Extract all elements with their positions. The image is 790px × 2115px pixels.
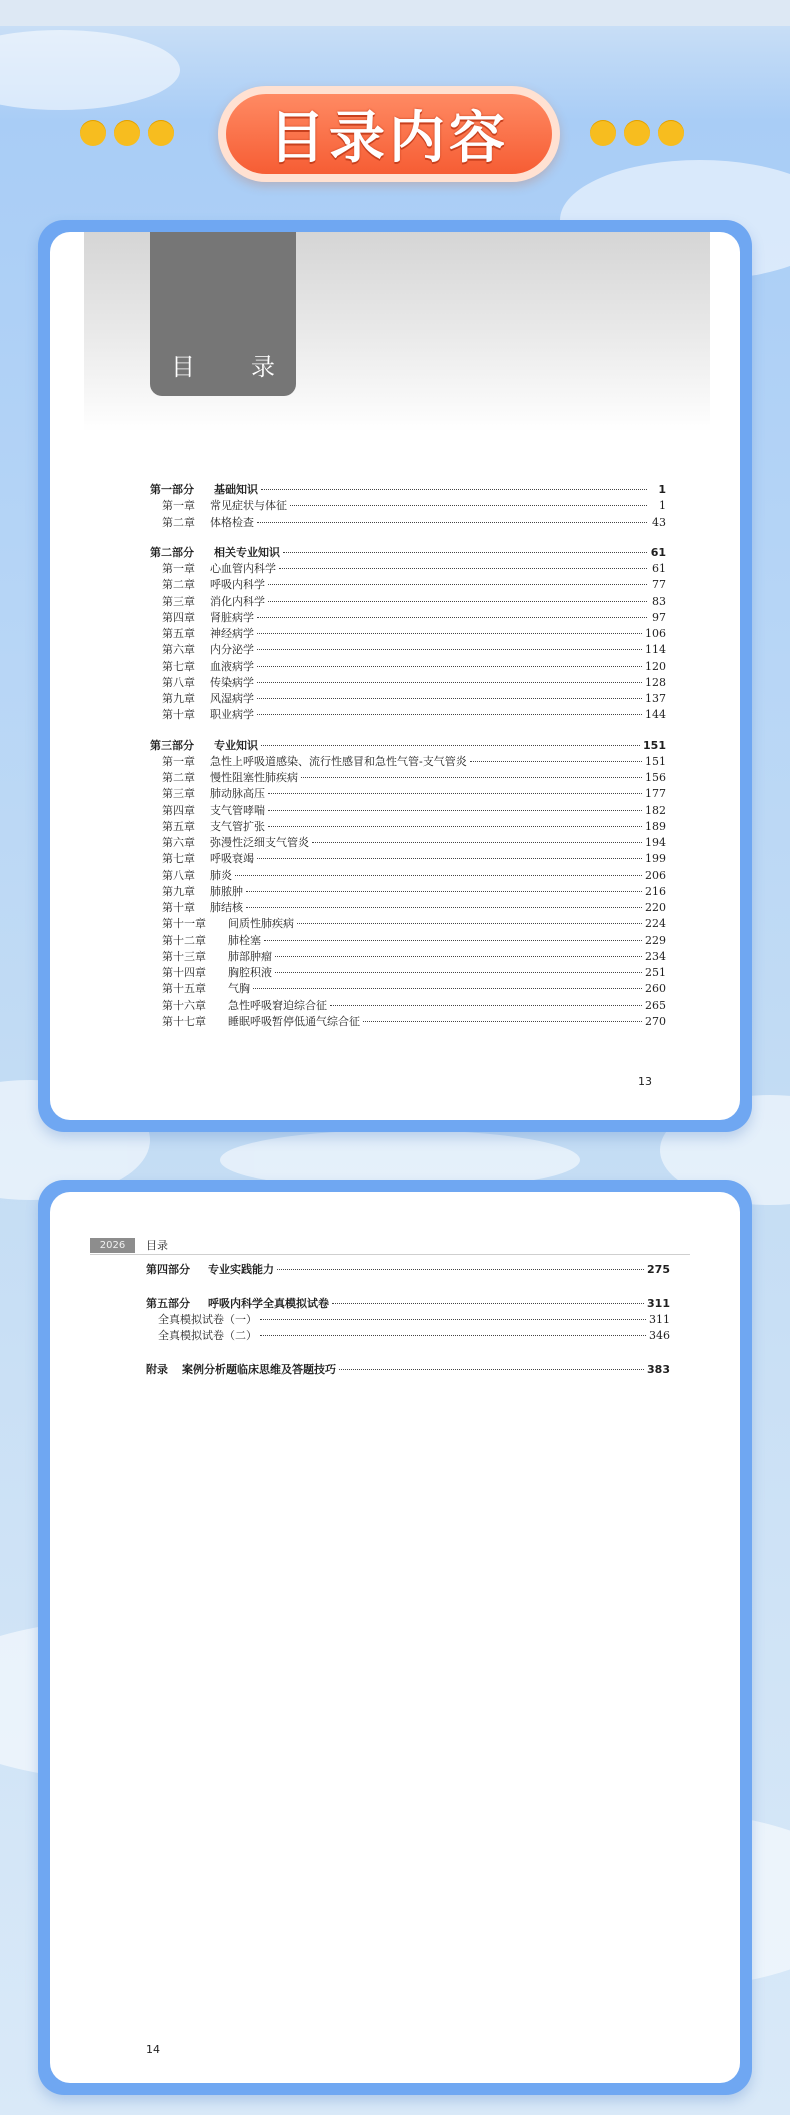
toc-list-page-2 xyxy=(146,1262,670,1382)
entry-number: 第二章 xyxy=(162,771,195,784)
entry-number: 第三章 xyxy=(162,594,195,608)
toc-chapter-row xyxy=(150,803,666,819)
toc-chapter-row xyxy=(150,933,666,949)
entry-page: 114 xyxy=(645,643,666,657)
entry-page: 270 xyxy=(645,1014,666,1028)
dot-leader xyxy=(260,1319,646,1320)
dot-leader xyxy=(257,714,642,715)
dot-leader xyxy=(257,617,647,618)
entry-page: 83 xyxy=(652,594,666,608)
entry-title: 支气管哮喘 xyxy=(210,803,265,817)
toc-section-row xyxy=(150,482,666,498)
entry-title: 间质性肺疾病 xyxy=(228,917,294,931)
entry-title: 相关专业知识 xyxy=(214,545,280,559)
dot-leader xyxy=(268,826,642,827)
entry-page: 182 xyxy=(645,803,666,817)
entry-title: 肺脓肿 xyxy=(210,884,243,898)
entry-page: 346 xyxy=(649,1329,670,1342)
toc-chapter-row xyxy=(150,610,666,626)
dot-leader xyxy=(332,1303,644,1304)
toc-heading: 目 录 xyxy=(171,353,291,381)
entry-page: 1 xyxy=(659,499,666,513)
entry-number: 第十五章 xyxy=(162,982,206,996)
decor-dots-left xyxy=(80,120,174,146)
dot-leader xyxy=(264,940,642,941)
entry-number: 第十一章 xyxy=(162,917,206,931)
toc-chapter-row xyxy=(150,998,666,1014)
dot-decoration xyxy=(590,120,616,146)
entry-title: 消化内科学 xyxy=(210,594,265,608)
entry-title: 心血管内科学 xyxy=(210,562,276,575)
dot-leader xyxy=(297,923,642,924)
page-number: 14 xyxy=(146,2043,160,2056)
entry-page: 275 xyxy=(647,1263,670,1276)
entry-title: 肺动脉高压 xyxy=(210,787,265,801)
entry-number: 第一章 xyxy=(162,562,195,575)
entry-page: 61 xyxy=(650,545,666,559)
entry-page: 199 xyxy=(645,852,666,866)
entry-number: 第六章 xyxy=(162,836,195,849)
entry-number: 第十二章 xyxy=(162,933,206,947)
dot-decoration xyxy=(624,120,650,146)
dot-leader xyxy=(260,1335,646,1336)
entry-title: 全真模拟试卷（一） xyxy=(158,1313,257,1326)
toc-chapter-row xyxy=(150,498,666,514)
year-tag: 2026 xyxy=(90,1238,135,1253)
entry-title: 呼吸衰竭 xyxy=(210,852,254,866)
entry-page: 234 xyxy=(645,949,666,963)
dot-leader xyxy=(257,858,642,859)
entry-number: 第九章 xyxy=(162,692,195,705)
entry-number: 第十六章 xyxy=(162,998,206,1012)
toc-entry-row xyxy=(146,1328,670,1344)
entry-page: 194 xyxy=(645,836,666,849)
entry-number: 第二部分 xyxy=(150,545,194,559)
entry-title: 支气管扩张 xyxy=(210,819,265,833)
toc-section-row xyxy=(150,738,666,754)
entry-page: 106 xyxy=(645,627,666,640)
entry-number: 第五部分 xyxy=(146,1297,190,1310)
decor-dots-right xyxy=(590,120,684,146)
toc-entry-row xyxy=(146,1362,670,1378)
toc-page-1 xyxy=(50,232,740,1120)
toc-chapter-row xyxy=(150,754,666,770)
toc-chapter-row xyxy=(150,851,666,867)
title-banner xyxy=(218,86,560,182)
entry-title: 气胸 xyxy=(228,982,250,996)
toc-chapter-row xyxy=(150,659,666,675)
dot-leader xyxy=(363,1021,642,1022)
entry-number: 第一部分 xyxy=(150,483,194,496)
dot-leader xyxy=(257,666,642,667)
entry-title: 基础知识 xyxy=(214,483,258,496)
entry-page: 260 xyxy=(645,982,666,996)
toc-chapter-row xyxy=(150,835,666,851)
dot-leader xyxy=(277,1269,644,1270)
dot-leader xyxy=(330,1005,642,1006)
entry-number: 第四章 xyxy=(162,803,195,817)
entry-page: 1 xyxy=(658,483,666,496)
toc-chapter-row xyxy=(150,594,666,610)
entry-page: 216 xyxy=(645,884,666,898)
toc-chapter-row xyxy=(150,981,666,997)
entry-title: 神经病学 xyxy=(210,627,254,640)
dot-leader xyxy=(339,1369,644,1370)
entry-number: 第十四章 xyxy=(162,966,206,979)
dot-leader xyxy=(279,568,647,569)
dot-leader xyxy=(261,489,647,490)
entry-page: 156 xyxy=(645,771,666,784)
toc-chapter-row xyxy=(150,691,666,707)
toc-entry-row xyxy=(146,1296,670,1312)
running-header: 目录 xyxy=(146,1239,168,1252)
toc-chapter-row xyxy=(150,965,666,981)
entry-title: 慢性阻塞性肺疾病 xyxy=(210,771,298,784)
entry-number: 第九章 xyxy=(162,884,195,898)
page-number: 13 xyxy=(638,1075,652,1088)
entry-title: 肺炎 xyxy=(210,868,232,882)
toc-page-2 xyxy=(50,1192,740,2083)
header-divider xyxy=(90,1254,690,1255)
entry-page: 77 xyxy=(652,578,666,592)
toc-chapter-row xyxy=(150,707,666,723)
entry-title: 急性呼吸窘迫综合征 xyxy=(228,998,327,1012)
toc-entry-row xyxy=(146,1312,670,1328)
toc-entry-row xyxy=(146,1262,670,1278)
dot-leader xyxy=(301,777,642,778)
entry-page: 251 xyxy=(645,966,666,979)
toc-chapter-row xyxy=(150,577,666,593)
entry-number: 第二章 xyxy=(162,515,195,529)
entry-page: 265 xyxy=(645,998,666,1012)
dot-leader xyxy=(257,522,647,523)
entry-page: 220 xyxy=(645,901,666,914)
toc-list-page-1 xyxy=(150,482,666,1028)
entry-title: 急性上呼吸道感染、流行性感冒和急性气管-支气管炎 xyxy=(210,754,467,768)
toc-chapter-row xyxy=(150,868,666,884)
toc-chapter-row xyxy=(150,949,666,965)
entry-page: 177 xyxy=(645,787,666,801)
dot-leader xyxy=(268,793,642,794)
toc-section-row xyxy=(150,545,666,561)
dot-leader xyxy=(290,505,647,506)
entry-page: 120 xyxy=(645,659,666,673)
entry-number: 第七章 xyxy=(162,852,195,866)
entry-number: 第十三章 xyxy=(162,949,206,963)
entry-title: 常见症状与体征 xyxy=(210,499,287,513)
entry-title: 肺结核 xyxy=(210,901,243,914)
entry-title: 肺栓塞 xyxy=(228,933,261,947)
entry-number: 第六章 xyxy=(162,643,195,657)
entry-title: 案例分析题临床思维及答题技巧 xyxy=(182,1363,336,1376)
toc-chapter-row xyxy=(150,561,666,577)
entry-title: 睡眠呼吸暂停低通气综合征 xyxy=(228,1014,360,1028)
entry-number: 第五章 xyxy=(162,819,195,833)
dot-leader xyxy=(246,907,642,908)
entry-number: 第三章 xyxy=(162,787,195,801)
heading-tab xyxy=(150,232,296,396)
dot-leader xyxy=(275,972,642,973)
entry-title: 呼吸内科学 xyxy=(210,578,265,592)
banner-title: 目录内容 xyxy=(269,106,509,171)
dot-leader xyxy=(268,584,647,585)
entry-number: 第十章 xyxy=(162,901,195,914)
entry-page: 383 xyxy=(647,1363,670,1376)
entry-number: 第一章 xyxy=(162,499,195,513)
toc-chapter-row xyxy=(150,900,666,916)
entry-number: 第三部分 xyxy=(150,738,194,752)
entry-title: 肾脏病学 xyxy=(210,610,254,624)
entry-page: 206 xyxy=(645,868,666,882)
entry-number: 第十章 xyxy=(162,708,195,722)
entry-title: 血液病学 xyxy=(210,659,254,673)
dot-leader xyxy=(253,988,642,989)
toc-chapter-row xyxy=(150,819,666,835)
toc-chapter-row xyxy=(150,1014,666,1030)
dot-leader xyxy=(257,698,642,699)
dot-leader xyxy=(246,891,642,892)
entry-number: 第八章 xyxy=(162,675,195,689)
entry-title: 专业知识 xyxy=(214,738,258,752)
toc-page-card-2 xyxy=(38,1180,752,2095)
toc-chapter-row xyxy=(150,626,666,642)
entry-page: 311 xyxy=(649,1313,670,1326)
toc-chapter-row xyxy=(150,675,666,691)
entry-title: 传染病学 xyxy=(210,675,254,689)
entry-title: 弥漫性泛细支气管炎 xyxy=(210,836,309,849)
entry-title: 风湿病学 xyxy=(210,692,254,705)
entry-title: 专业实践能力 xyxy=(208,1263,274,1276)
entry-number: 第一章 xyxy=(162,754,195,768)
entry-page: 224 xyxy=(645,917,666,931)
entry-title: 全真模拟试卷（二） xyxy=(158,1329,257,1342)
dot-leader xyxy=(261,745,640,746)
entry-number: 第八章 xyxy=(162,868,195,882)
dot-leader xyxy=(257,633,642,634)
dot-leader xyxy=(275,956,642,957)
dot-leader xyxy=(268,601,647,602)
dot-leader xyxy=(235,875,642,876)
title-banner-inner xyxy=(226,94,552,174)
entry-title: 呼吸内科学全真模拟试卷 xyxy=(208,1297,329,1310)
toc-chapter-row xyxy=(150,515,666,531)
dot-leader xyxy=(283,552,647,553)
dot-decoration xyxy=(114,120,140,146)
entry-title: 体格检查 xyxy=(210,515,254,529)
toc-chapter-row xyxy=(150,786,666,802)
entry-page: 61 xyxy=(652,562,666,575)
top-strip xyxy=(0,0,790,26)
entry-page: 151 xyxy=(645,754,666,768)
dot-leader xyxy=(257,649,642,650)
entry-title: 内分泌学 xyxy=(210,643,254,657)
entry-page: 128 xyxy=(645,675,666,689)
entry-number: 第四章 xyxy=(162,610,195,624)
entry-number: 第二章 xyxy=(162,578,195,592)
dot-decoration xyxy=(148,120,174,146)
entry-page: 43 xyxy=(652,515,666,529)
entry-page: 189 xyxy=(645,819,666,833)
entry-title: 胸腔积液 xyxy=(228,966,272,979)
dot-leader xyxy=(470,761,642,762)
entry-title: 肺部肿瘤 xyxy=(228,949,272,963)
entry-page: 137 xyxy=(645,692,666,705)
dot-leader xyxy=(268,810,642,811)
dot-leader xyxy=(312,842,642,843)
entry-title: 职业病学 xyxy=(210,708,254,722)
entry-page: 311 xyxy=(647,1297,670,1310)
entry-number: 第七章 xyxy=(162,659,195,673)
dot-decoration xyxy=(658,120,684,146)
toc-chapter-row xyxy=(150,770,666,786)
entry-page: 229 xyxy=(645,933,666,947)
toc-chapter-row xyxy=(150,916,666,932)
toc-chapter-row xyxy=(150,884,666,900)
dot-decoration xyxy=(80,120,106,146)
entry-number: 第五章 xyxy=(162,627,195,640)
entry-page: 144 xyxy=(645,708,666,722)
dot-leader xyxy=(257,682,642,683)
entry-page: 97 xyxy=(652,610,666,624)
entry-page: 151 xyxy=(643,738,666,752)
entry-number: 第四部分 xyxy=(146,1263,190,1276)
entry-number: 附录 xyxy=(146,1363,168,1376)
toc-page-card-1 xyxy=(38,220,752,1132)
entry-number: 第十七章 xyxy=(162,1014,206,1028)
toc-chapter-row xyxy=(150,642,666,658)
